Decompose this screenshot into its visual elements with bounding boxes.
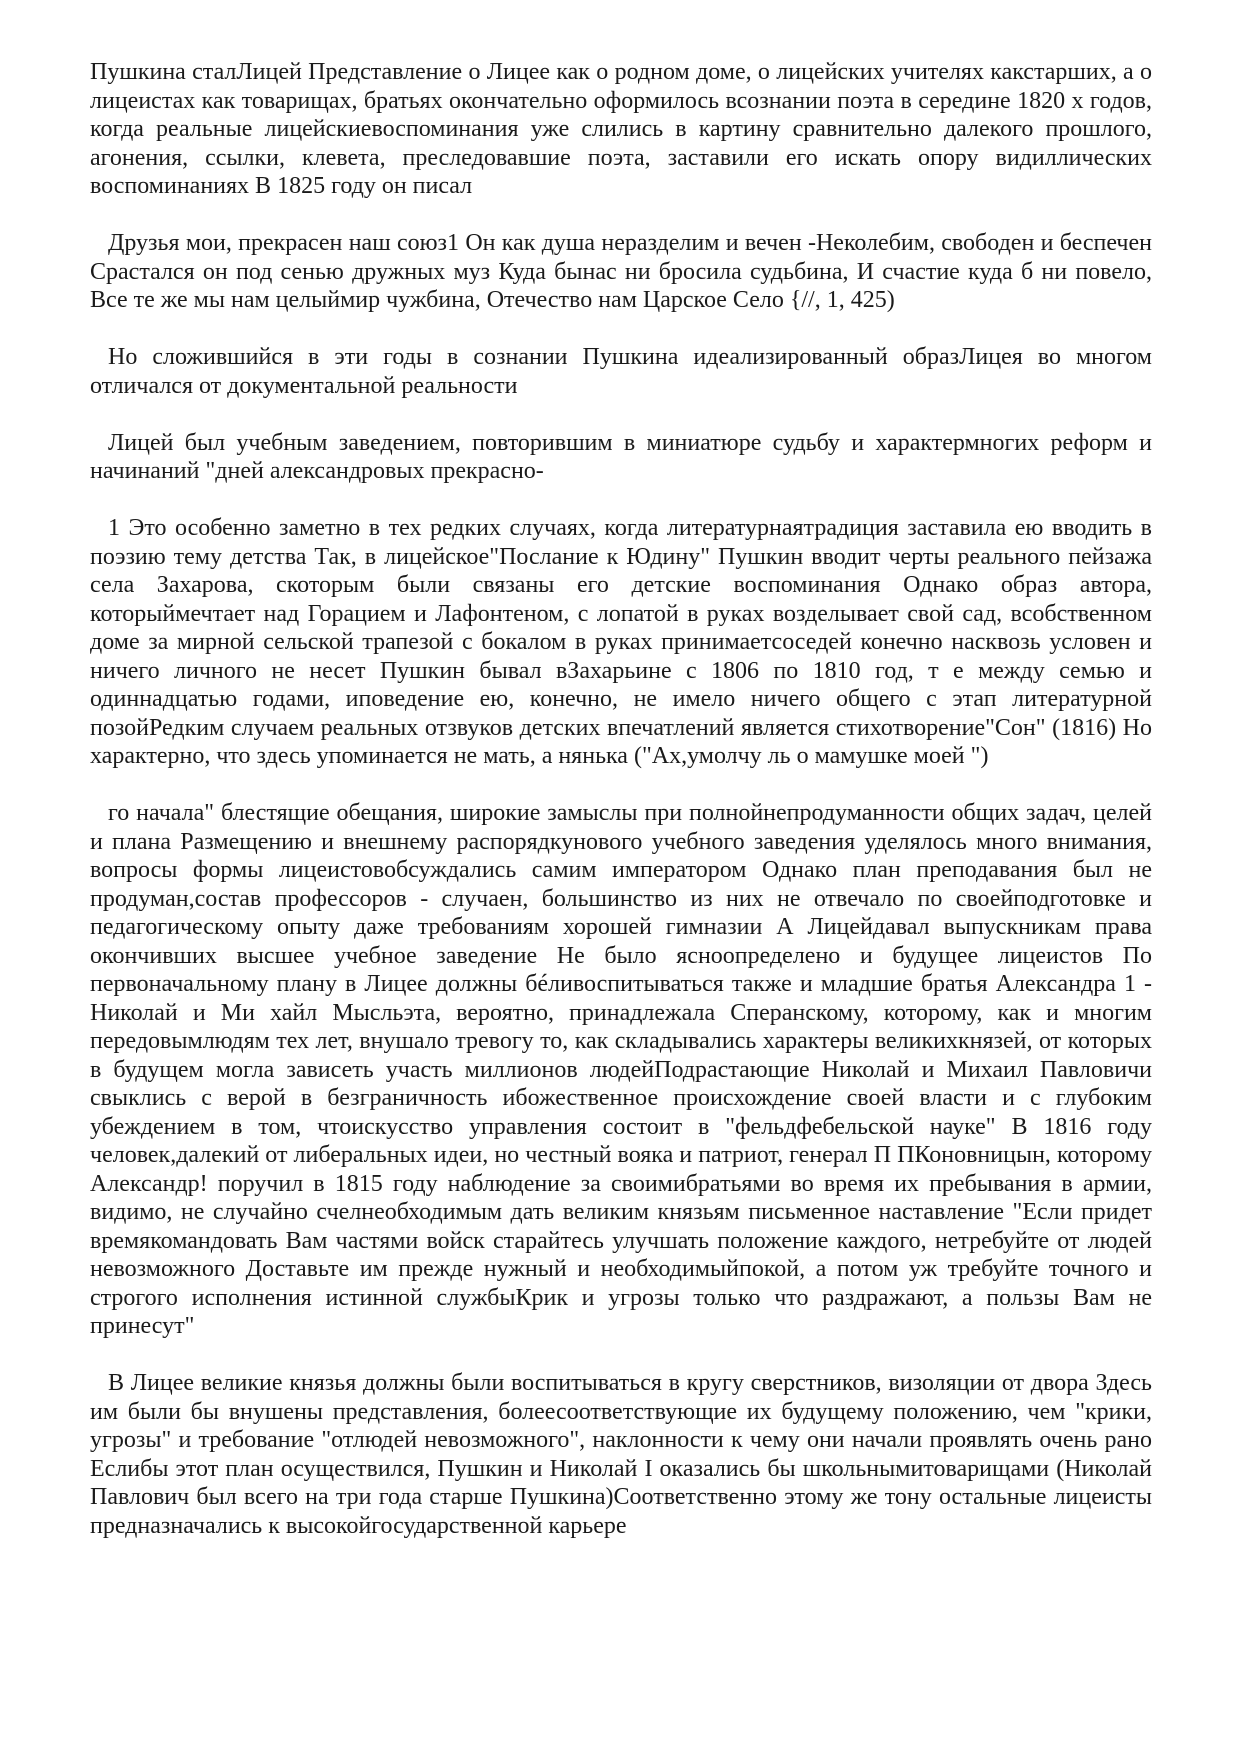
paragraph-lyceum-reforms: Лицей был учебным заведением, повторившим в миниатюре судьбу и характермногих реформ и начинаний "дней александровых прекрасно- xyxy=(90,429,1152,484)
document-page xyxy=(90,58,1152,1569)
paragraph-poem-quote: Друзья мои, прекрасен наш союз1 Он как душа неразделим и вечен -Неколебим, свободен и беспечен Срастался он под сенью дружных муз Куда бынас ни бросила судьбина, И счастие куда б ни повело, Все те же мы нам целыймир чужбина, Отечество нам Царское Село {//, 1, 425) xyxy=(90,230,1152,313)
paragraph-lyceum-plan: го начала" блестящие обещания, широкие замыслы при полнойнепродуманности общих задач, целей и плана Размещению и внешнему распорядкунового учебного заведения уделялось много внимания, вопросы формы лицеистовобсуждались самим императором Однако план преподавания был не продуман,состав профессоров - случаен, большинство из них не отвечало по своейподготовке и педагогическому опыту даже требованиям хорошей гимназии А Лицейдавал выпускникам права окончивших высшее учебное заведение Не было ясноопределено и будущее лицеистов По первоначальному плану в Лицее должны бéливоспитываться также и младшие братья Александра 1 - Николай и Ми хайл Мысльэта, вероятно, принадлежала Сперанскому, которому, как и многим передовымлюдям тех лет, внушало тревогу то, как складывались характеры великихкнязей, от которых в будущем могла зависеть участь миллионов людейПодрастающие Николай и Михаил Павловичи свыклись с верой в безграничность ибожественное происхождение своей власти и с глубоким убеждением в том, чтоискусство управления состоит в "фельдфебельской науке" В 1816 году человек,далекий от либеральных идеи, но честный вояка и патриот, генерал П ПКоновницын, которому Александр! поручил в 1815 году наблюдение за своимибратьями во время их пребывания в армии, видимо, не случайно счелнеобходимым дать великим князьям письменное наставление "Если придет времякомандовать Вам частями войск старайтесь улучшать положение каждого, нетребуйте от людей невозможного Доставьте им прежде нужный и необходимыйпокой, а потом уж требуйте точного и строгого исполнения истинной службыКрик и угрозы только что раздражают, а пользы Вам не принесут" xyxy=(90,800,1152,1339)
paragraph-idealized-image: Но сложившийся в эти годы в сознании Пушкина идеализированный образЛицея во многом отличался от документальной реальности xyxy=(90,344,1152,399)
paragraph-grand-dukes: В Лицее великие князья должны были воспитываться в кругу сверстников, визоляции от двора Здесь им были бы внушены представления, болеесоответствующие их будущему положению, чем "крики, угрозы" и требование "отлюдей невозможного", наклонности к чему они начали проявлять очень рано Еслибы этот план осуществился, Пушкин и Николай I оказались бы школьнымитоварищами (Николай Павлович был всего на три года старше Пушкина)Соответственно этому же тону остальные лицеисты предназначались к высокойгосударственной карьере xyxy=(90,1370,1152,1539)
paragraph-footnote-childhood: 1 Это особенно заметно в тех редких случаях, когда литературнаятрадиция заставила ею вводить в поэзию тему детства Так, в лицейское"Послание к Юдину" Пушкин вводит черты реального пейзажа села Захарова, скоторым были связаны его детские воспоминания Однако образ автора, которыймечтает над Горацием и Лафонтеном, с лопатой в руках возделывает свой сад, всобственном доме за мирной сельской трапезой с бокалом в руках принимаетсоседей конечно насквозь условен и ничего личного не несет Пушкин бывал вЗахарьине с 1806 по 1810 год, т е между семью и одиннадцатью годами, иповедение ею, конечно, не имело ничего общего с этап литературной позойРедким случаем реальных отзвуков детских впечатлений является стихотворение"Сон" (1816) Но характерно, что здесь упоминается не мать, а нянька ("Ах,умолчу ль о мамушке моей ") xyxy=(90,515,1152,769)
paragraph-lyceum-as-home: Пушкина сталЛицей Представление о Лицее как о родном доме, о лицейских учителях какстарших, а о лицеистах как товарищах, братьях окончательно оформилось всознании поэта в середине 1820 х годов, когда реальные лицейскиевоспоминания уже слились в картину сравнительно далекого прошлого, агонения, ссылки, клевета, преследовавшие поэта, заставили его искать опору видиллических воспоминаниях В 1825 году он писал xyxy=(90,59,1152,199)
